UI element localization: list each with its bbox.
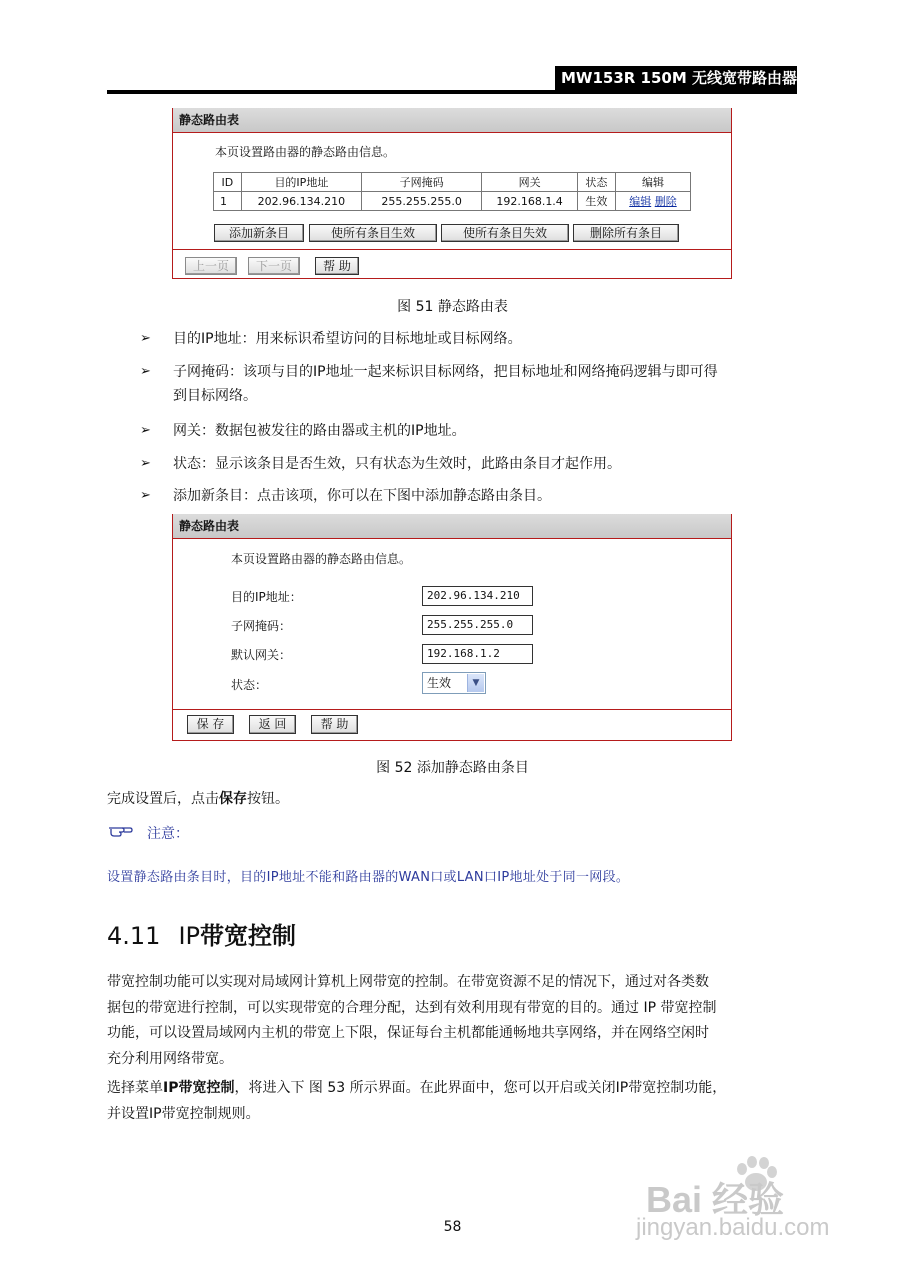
note-label: 注意： [147, 826, 189, 842]
cell-gateway: 192.168.1.4 [482, 192, 578, 211]
cell-edit [615, 192, 690, 211]
document-header-title: MW153R 150M 无线宽带路由器 [555, 66, 797, 90]
paragraph-line: 据包的带宽进行控制，可以实现带宽的合理分配，达到有效利用现有带宽的目的。通过 IP 带宽控制 [107, 999, 717, 1016]
status-select-value: 生效 [427, 676, 452, 690]
dest-ip-input[interactable]: 202.96.134.210 [422, 586, 533, 606]
subnet-mask-input[interactable]: 255.255.255.0 [422, 615, 533, 635]
save-button[interactable]: 保 存 [187, 715, 234, 734]
cell-status: 生效 [577, 192, 615, 211]
subnet-mask-label: 子网掩码： [231, 619, 292, 633]
paragraph-line: 并设置IP带宽控制规则。 [107, 1105, 260, 1122]
delete-all-button[interactable]: 删除所有条目 [573, 224, 679, 242]
bullet-gateway: 网关：数据包被发往的路由器或主机的IP地址。 [173, 423, 466, 439]
after-setup-text [107, 787, 289, 813]
add-entry-button[interactable]: 添加新条目 [214, 224, 304, 242]
cell-id: 1 [214, 192, 242, 211]
panel-footer [173, 249, 731, 279]
bullet-dest-ip: 目的IP地址：用来标识希望访问的目标地址或目标网络。 [173, 331, 522, 347]
section-heading [107, 916, 296, 951]
back-button[interactable]: 返 回 [249, 715, 296, 734]
col-status: 状态 [577, 173, 615, 192]
panel-footer [173, 709, 731, 741]
cell-dest-ip: 202.96.134.210 [241, 192, 361, 211]
after-text-post: 按钮。 [247, 791, 289, 807]
status-select[interactable] [422, 672, 486, 694]
paragraph-bandwidth-intro [107, 970, 807, 1072]
note-text: 设置静态路由条目时，目的IP地址不能和路由器的WAN口或LAN口IP地址处于同一网段。 [107, 870, 630, 885]
bullet-subnet-mask-cont: 到目标网络。 [173, 388, 257, 404]
figure-52-caption: 图 52 添加静态路由条目 [376, 760, 529, 776]
p2-pre: 选择菜单 [107, 1080, 163, 1096]
prev-page-button[interactable]: 上一页 [185, 257, 237, 275]
enable-all-button[interactable]: 使所有条目生效 [309, 224, 437, 242]
panel-description: 本页设置路由器的静态路由信息。 [231, 552, 412, 566]
bullet-arrow-icon: ➢ [140, 364, 151, 379]
chevron-down-icon[interactable]: ▼ [467, 674, 484, 692]
paragraph-line [107, 1076, 807, 1102]
panel-title: 静态路由表 [173, 514, 731, 539]
p2-post: ，将进入下 图 53 所示界面。在此界面中，您可以开启或关闭IP带宽控制功能， [234, 1080, 727, 1096]
p2-bold: IP带宽控制 [163, 1080, 235, 1096]
paragraph-line: 带宽控制功能可以实现对局域网计算机上网带宽的控制。在带宽资源不足的情况下，通过对各类数 [107, 974, 709, 990]
bullet-arrow-icon: ➢ [140, 423, 151, 438]
bullet-subnet-mask: 子网掩码：该项与目的IP地址一起来标识目标网络，把目标地址和网络掩码逻辑与即可得 [173, 364, 718, 380]
dest-ip-label: 目的IP地址： [231, 590, 302, 604]
bullet-status: 状态：显示该条目是否生效，只有状态为生效时，此路由条目才起作用。 [173, 456, 621, 472]
header-rule [107, 90, 797, 94]
edit-link[interactable]: 编辑 [629, 195, 652, 208]
col-gateway: 网关 [482, 173, 578, 192]
table-row [214, 192, 691, 211]
col-mask: 子网掩码 [362, 173, 482, 192]
cell-mask: 255.255.255.0 [362, 192, 482, 211]
disable-all-button[interactable]: 使所有条目失效 [441, 224, 569, 242]
col-dest-ip: 目的IP地址 [241, 173, 361, 192]
after-text-bold: 保存 [219, 791, 247, 807]
watermark-url: jingyan.baidu.com [636, 1214, 830, 1241]
pointing-hand-icon [108, 822, 134, 838]
paragraph-line: 功能，可以设置局域网内主机的带宽上下限，保证每台主机都能通畅地共享网络，并在网络空闲时 [107, 1025, 709, 1041]
next-page-button[interactable]: 下一页 [248, 257, 300, 275]
bullet-arrow-icon: ➢ [140, 456, 151, 471]
col-id: ID [214, 173, 242, 192]
after-text-pre: 完成设置后，点击 [107, 791, 219, 807]
paragraph-line: 充分利用网络带宽。 [107, 1050, 233, 1067]
panel-description: 本页设置路由器的静态路由信息。 [215, 145, 396, 159]
help-button[interactable]: 帮 助 [311, 715, 358, 734]
delete-link[interactable]: 删除 [654, 195, 677, 208]
status-label: 状态： [231, 678, 268, 692]
col-edit: 编辑 [615, 173, 690, 192]
section-title: 带宽控制 [200, 922, 296, 950]
baidu-watermark-logo [646, 1160, 856, 1220]
add-static-route-panel [172, 514, 732, 741]
watermark-logo-text: Bai 经验 [646, 1179, 785, 1220]
default-gateway-label: 默认网关： [231, 648, 292, 662]
table-header-row [214, 173, 691, 192]
default-gateway-input[interactable]: 192.168.1.2 [422, 644, 533, 664]
section-number: 4.11 [107, 922, 161, 950]
panel-title: 静态路由表 [173, 108, 731, 133]
paragraph-menu-selection [107, 1076, 807, 1127]
page-number: 58 [443, 1219, 462, 1235]
bullet-arrow-icon: ➢ [140, 331, 151, 346]
route-table [213, 172, 691, 211]
figure-51-caption: 图 51 静态路由表 [397, 299, 508, 315]
static-route-table-panel [172, 108, 732, 279]
help-button[interactable]: 帮 助 [315, 257, 359, 275]
bullet-arrow-icon: ➢ [140, 488, 151, 503]
bullet-add-entry: 添加新条目：点击该项，你可以在下图中添加静态路由条目。 [173, 488, 551, 504]
section-title-prefix: IP [178, 922, 200, 950]
